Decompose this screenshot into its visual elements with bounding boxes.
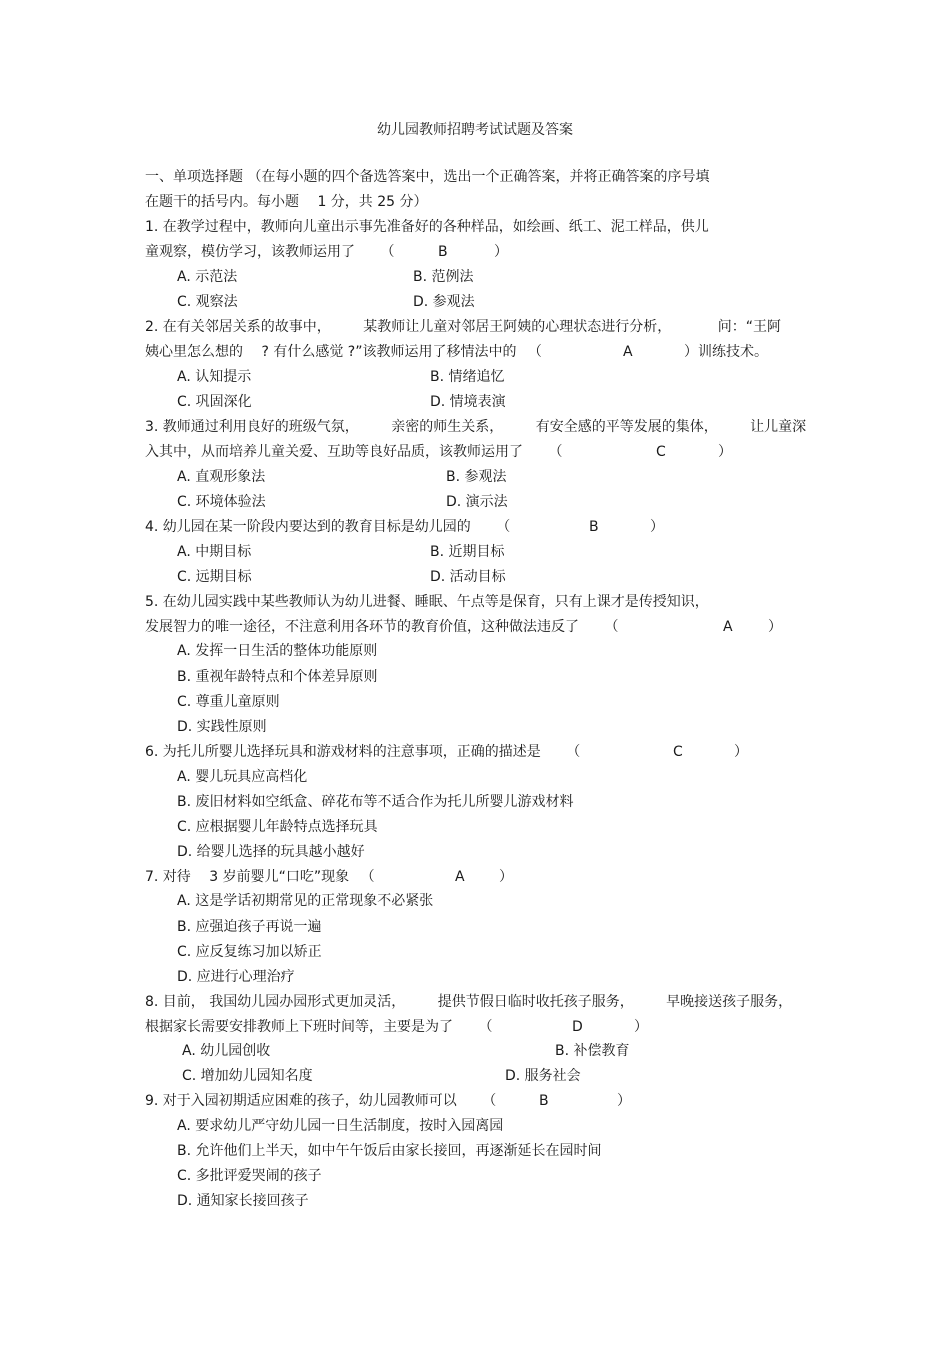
question-9-option-d: D. 通知家长接回孩子	[177, 1193, 309, 1209]
question-4-line1: 4. 幼儿园在某一阶段内要达到的教育目标是幼儿园的 （	[145, 519, 511, 535]
question-5-option-a: A. 发挥一日生活的整体功能原则	[177, 643, 378, 659]
question-9-answer: B	[539, 1093, 549, 1109]
question-5-line2: 发展智力的唯一途径，不注意利用各环节的教育价值，这种做法违反了 （	[145, 619, 619, 635]
question-3-line2: 入其中，从而培养儿童关爱、互助等良好品质，该教师运用了 （	[145, 444, 563, 460]
question-8-option-c: C. 增加幼儿园知名度	[182, 1068, 313, 1084]
question-1-option-b: B. 范例法	[413, 269, 474, 285]
question-8-option-a: A. 幼儿园创收	[182, 1043, 271, 1059]
question-1-option-a: A. 示范法	[177, 269, 238, 285]
question-7-answer: A	[455, 869, 465, 885]
question-4-option-b: B. 近期目标	[430, 544, 505, 560]
question-5-option-b: B. 重视年龄特点和个体差异原则	[177, 669, 378, 685]
page-title: 幼儿园教师招聘考试试题及答案	[377, 122, 573, 138]
question-6-option-a: A. 婴儿玩具应高档化	[177, 769, 308, 785]
question-8-close: ）	[634, 1019, 648, 1035]
question-8-option-d: D. 服务社会	[505, 1068, 581, 1084]
question-5-option-d: D. 实践性原则	[177, 719, 267, 735]
question-2-option-d: D. 情境表演	[430, 394, 506, 410]
question-7-option-a: A. 这是学话初期常见的正常现象不必紧张	[177, 893, 434, 909]
question-4-close: ）	[650, 519, 664, 535]
question-8-option-b: B. 补偿教育	[555, 1043, 630, 1059]
question-6-close: ）	[734, 744, 748, 760]
question-6-option-d: D. 给婴儿选择的玩具越小越好	[177, 844, 365, 860]
question-1-option-d: D. 参观法	[413, 294, 475, 310]
question-2-option-b: B. 情绪追忆	[430, 369, 505, 385]
question-3-answer: C	[656, 444, 666, 460]
question-8-line1: 8. 目前， 我国幼儿园办园形式更加灵活， 提供节假日临时收托孩子服务， 早晚接送孩子服务，	[145, 994, 793, 1010]
section-instructions-line2: 在题干的括号内。每小题 1 分，共 25 分）	[145, 194, 428, 210]
question-5-close: ）	[768, 619, 782, 635]
question-4-option-d: D. 活动目标	[430, 569, 506, 585]
question-1-option-c: C. 观察法	[177, 294, 238, 310]
question-5-answer: A	[723, 619, 733, 635]
question-1-close: ）	[494, 244, 508, 260]
question-7-option-c: C. 应反复练习加以矫正	[177, 944, 322, 960]
question-2-line2: 姨心里怎么想的 ? 有什么感觉 ?”该教师运用了移情法中的 （	[145, 344, 542, 360]
question-8-answer: D	[572, 1019, 583, 1035]
question-3-close: ）	[718, 444, 732, 460]
question-2-option-a: A. 认知提示	[177, 369, 252, 385]
question-4-option-a: A. 中期目标	[177, 544, 252, 560]
question-6-line1: 6. 为托儿所婴儿选择玩具和游戏材料的注意事项，正确的描述是 （	[145, 744, 581, 760]
question-3-line1: 3. 教师通过利用良好的班级气氛， 亲密的师生关系， 有安全感的平等发展的集体， 让儿童深	[145, 419, 807, 435]
question-7-line1: 7. 对待 3 岁前婴儿“口吃”现象 （	[145, 869, 375, 885]
question-2-option-c: C. 巩固深化	[177, 394, 252, 410]
question-5-line1: 5. 在幼儿园实践中某些教师认为幼儿进餐、睡眠、午点等是保育，只有上课才是传授知识，	[145, 594, 709, 610]
question-8-line2: 根据家长需要安排教师上下班时间等，主要是为了 （	[145, 1019, 493, 1035]
section-instructions-line1: 一、单项选择题 （在每小题的四个备选答案中，选出一个正确答案，并将正确答案的序号填	[145, 169, 710, 185]
question-9-option-c: C. 多批评爱哭闹的孩子	[177, 1168, 322, 1184]
question-7-close: ）	[499, 869, 513, 885]
question-3-option-d: D. 演示法	[446, 494, 508, 510]
question-3-option-b: B. 参观法	[446, 469, 507, 485]
question-2-answer: A	[623, 344, 633, 360]
question-1-answer: B	[438, 244, 448, 260]
question-4-option-c: C. 远期目标	[177, 569, 252, 585]
question-4-answer: B	[589, 519, 599, 535]
question-6-option-c: C. 应根据婴儿年龄特点选择玩具	[177, 819, 378, 835]
question-6-answer: C	[673, 744, 683, 760]
question-6-option-b: B. 废旧材料如空纸盒、碎花布等不适合作为托儿所婴儿游戏材料	[177, 794, 574, 810]
question-9-line1: 9. 对于入园初期适应困难的孩子，幼儿园教师可以 （	[145, 1093, 497, 1109]
question-1-line1: 1. 在教学过程中，教师向儿童出示事先准备好的各种样品，如绘画、纸工、泥工样品，供儿	[145, 219, 709, 235]
question-9-close: ）	[617, 1093, 631, 1109]
question-1-line2: 童观察，模仿学习，该教师运用了 （	[145, 244, 395, 260]
question-9-option-a: A. 要求幼儿严守幼儿园一日生活制度，按时入园离园	[177, 1118, 504, 1134]
question-2-close: ）训练技术。	[684, 344, 768, 360]
question-3-option-a: A. 直观形象法	[177, 469, 266, 485]
question-5-option-c: C. 尊重儿童原则	[177, 694, 280, 710]
question-3-option-c: C. 环境体验法	[177, 494, 266, 510]
question-2-line1: 2. 在有关邻居关系的故事中， 某教师让儿童对邻居王阿姨的心理状态进行分析， 问：“王阿	[145, 319, 781, 335]
question-7-option-b: B. 应强迫孩子再说一遍	[177, 919, 322, 935]
question-7-option-d: D. 应进行心理治疗	[177, 969, 295, 985]
question-9-option-b: B. 允许他们上半天，如中午午饭后由家长接回，再逐渐延长在园时间	[177, 1143, 602, 1159]
